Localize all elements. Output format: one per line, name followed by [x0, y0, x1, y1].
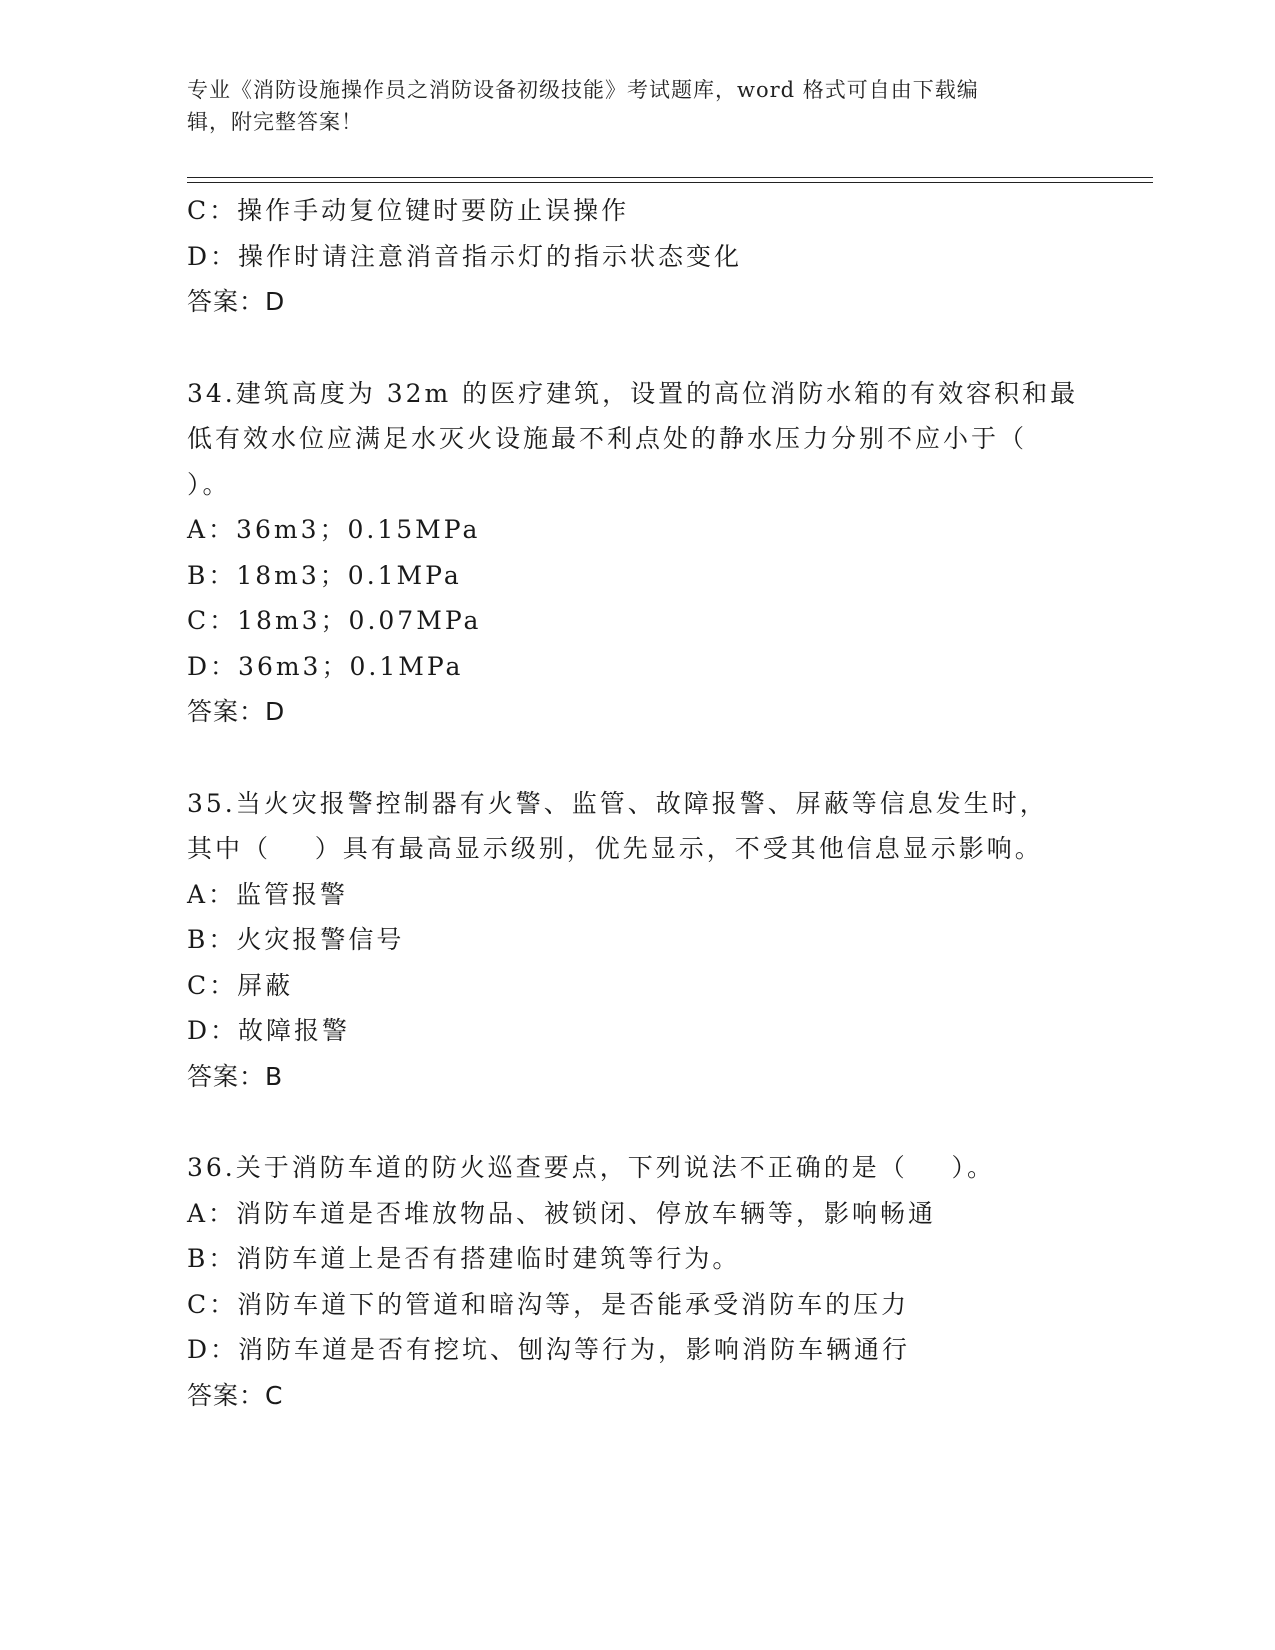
option-a: A：36m3；0.15MPa	[187, 515, 481, 544]
answer-line: 答案：D	[187, 697, 286, 726]
answer-line: 答案：D	[187, 287, 286, 316]
header-divider-bottom	[187, 182, 1153, 183]
question-text-line: 36.关于消防车道的防火巡查要点，下列说法不正确的是（ ）。	[187, 1153, 996, 1182]
header-intro-line-1: 专业《消防设施操作员之消防设备初级技能》考试题库，word 格式可自由下载编	[187, 78, 979, 102]
question-text-line: ）。	[187, 469, 231, 499]
header-divider-top	[187, 177, 1153, 178]
option-c: C：屏蔽	[187, 970, 294, 1000]
spacer	[187, 325, 1087, 371]
option-c: C：消防车道下的管道和暗沟等，是否能承受消防车的压力	[187, 1289, 910, 1319]
option-b: B：18m3；0.1MPa	[187, 560, 462, 590]
answer-line: 答案：B	[187, 1061, 284, 1091]
option-b: B：火灾报警信号	[187, 925, 405, 954]
answer-line: 答案：C	[187, 1380, 284, 1410]
document-header	[187, 74, 1067, 138]
option-d: D：故障报警	[187, 1016, 351, 1045]
option-a: A：消防车道是否堆放物品、被锁闭、停放车辆等，影响畅通	[187, 1198, 937, 1228]
question-text-line: 35.当火灾报警控制器有火警、监管、故障报警、屏蔽等信息发生时，	[187, 788, 1048, 818]
question-34	[187, 371, 1087, 735]
option-d: D：36m3；0.1MPa	[187, 651, 464, 681]
question-body	[187, 188, 1087, 1418]
question-text-line: 低有效水位应满足水灭火设施最不利点处的静水压力分别不应小于（	[187, 424, 1028, 453]
header-intro-line-2: 辑，附完整答案！	[187, 110, 363, 134]
question-36	[187, 1145, 1087, 1418]
option-a: A：监管报警	[187, 879, 349, 909]
option-d: D：消防车道是否有挖坑、刨沟等行为，影响消防车辆通行	[187, 1335, 911, 1364]
previous-question-tail	[187, 188, 1087, 325]
question-text-line: 34.建筑高度为 32m 的医疗建筑，设置的高位消防水箱的有效容积和最	[187, 378, 1079, 408]
question-text-line: 其中（ ）具有最高显示级别，优先显示，不受其他信息显示影响。	[187, 834, 1043, 863]
option-d: D：操作时请注意消音指示灯的指示状态变化	[187, 241, 743, 271]
spacer	[187, 735, 1087, 781]
option-b: B：消防车道上是否有搭建临时建筑等行为。	[187, 1244, 741, 1273]
spacer	[187, 1099, 1087, 1145]
option-c: C：操作手动复位键时要防止误操作	[187, 196, 630, 225]
question-35	[187, 781, 1087, 1100]
option-c: C：18m3；0.07MPa	[187, 606, 482, 635]
